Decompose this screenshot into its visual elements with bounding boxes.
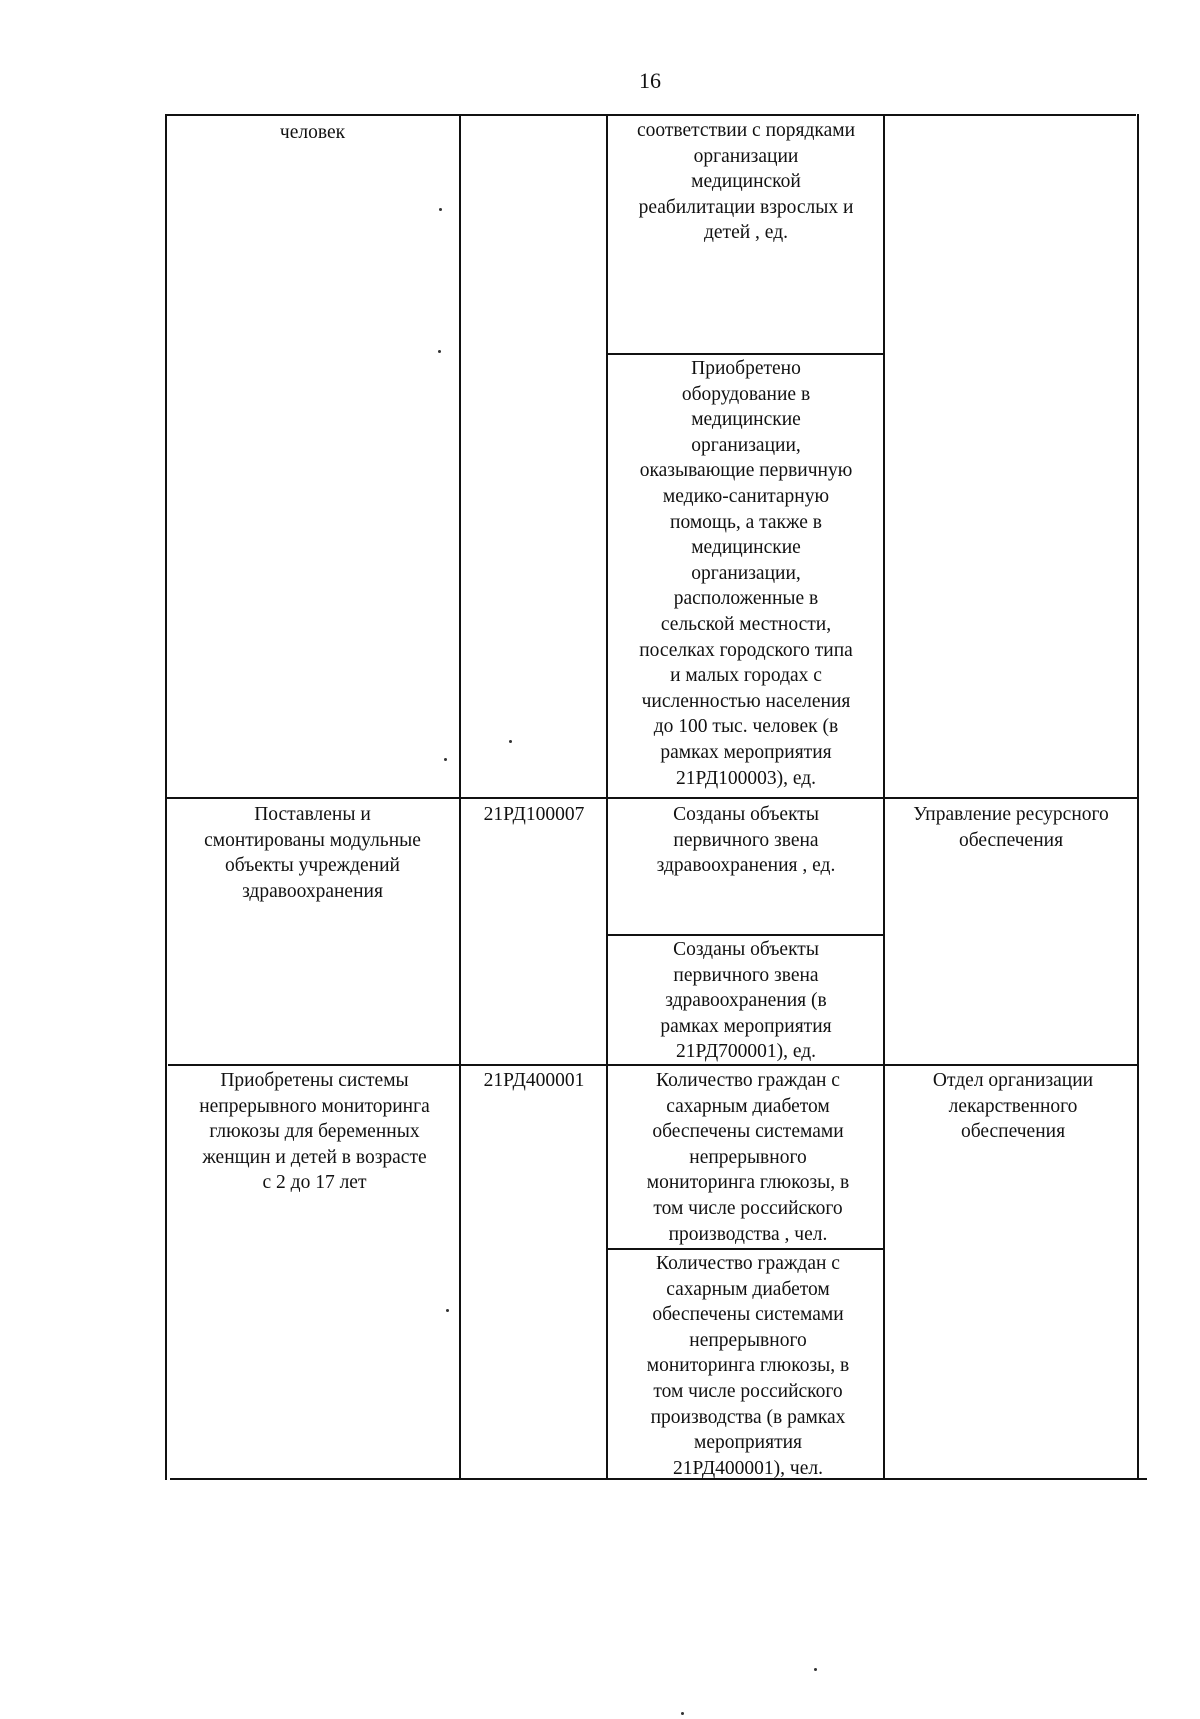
responsible-cell: Отдел организации лекарственного обеспечения: [932, 1070, 1094, 1143]
indicator-cell: Количество граждан с сахарным диабетом обеспечены системами непрерывного мониторинга глюкозы, в том числе российского производства , чел.: [646, 1070, 850, 1245]
table-border-top: [165, 114, 1136, 116]
indicator-cell: соответствии с порядками организации медицинской реабилитации взрослых и детей , ед.: [636, 120, 856, 244]
result-cell: человек: [279, 122, 346, 143]
scan-speck: [681, 1712, 684, 1715]
scan-speck: [446, 1309, 449, 1312]
scan-speck: [444, 758, 447, 761]
indicator-cell: Созданы объекты первичного звена здравоохранения (в рамках мероприятия 21РД700001), ед.: [660, 939, 832, 1063]
subrow-divider: [606, 1248, 885, 1250]
code-cell: 21РД100007: [483, 804, 585, 825]
page-number: 16: [639, 68, 661, 93]
scan-speck: [814, 1668, 817, 1671]
result-cell: Приобретены системы непрерывного мониторинга глюкозы для беременных женщин и детей в возрасте с 2 до 17 лет: [199, 1070, 430, 1194]
indicator-cell: Количество граждан с сахарным диабетом обеспечены системами непрерывного мониторинга глюкозы, в том числе российского производства (в рамках мероприятия 21РД400001), чел.: [646, 1253, 850, 1479]
code-cell: 21РД400001: [483, 1070, 585, 1091]
indicator-cell: Приобретено оборудование в медицинские организации, оказывающие первичную медико-санитарную помощь, а также в медицинские организации, расположенные в сельской местности, поселках городского типа и малых городах с численностью населения до 100 тыс. человек (в рамках мероприятия 21РД100003), ед.: [639, 358, 853, 789]
subrow-divider: [606, 353, 885, 355]
scan-speck: [439, 208, 442, 211]
scan-speck: [438, 350, 441, 353]
subrow-divider: [606, 934, 885, 936]
result-cell: Поставлены и смонтированы модульные объекты учреждений здравоохранения: [204, 804, 421, 902]
responsible-cell: Управление ресурсного обеспечения: [913, 804, 1109, 851]
scan-speck: [509, 740, 512, 743]
row-divider: [165, 797, 1139, 799]
indicator-cell: Созданы объекты первичного звена здравоохранения , ед.: [656, 804, 836, 877]
